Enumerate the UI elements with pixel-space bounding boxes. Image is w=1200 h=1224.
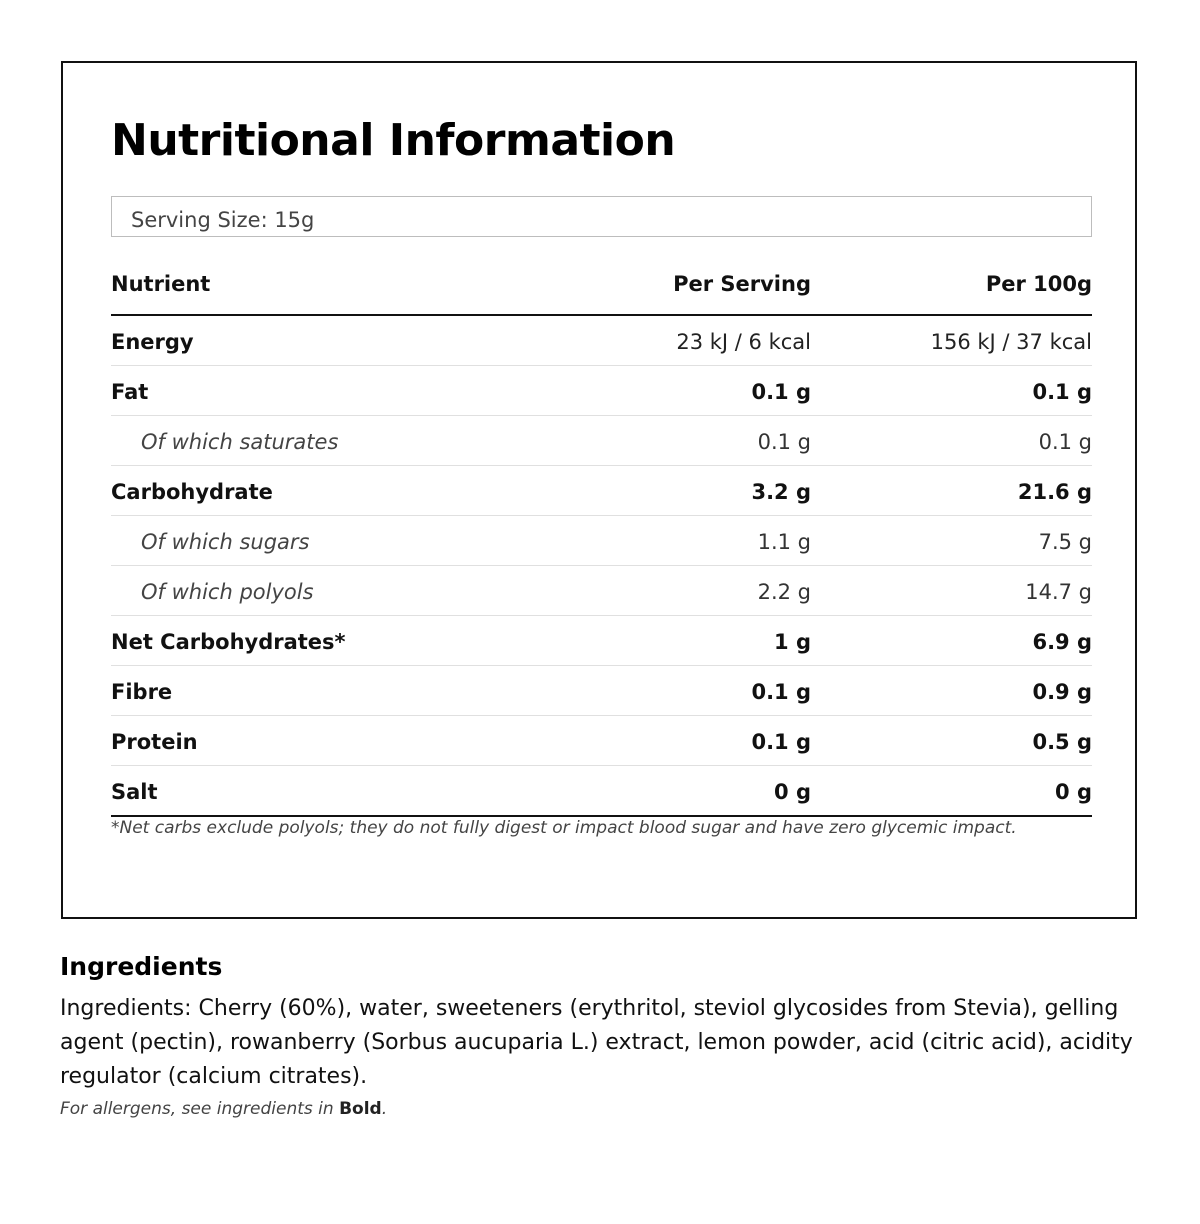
per-serving-value: 0.1 g — [531, 716, 811, 766]
table-row — [111, 566, 1092, 616]
nutrient-name: Energy — [111, 315, 531, 366]
ingredients-text: Ingredients: Cherry (60%), water, sweeteners (erythritol, steviol glycosides from Stevia), gelling agent (pectin), rowanberry (Sorbus aucuparia L.) extract, lemon powder, acid (citric acid), acidity regulator (calcium citrates). — [60, 996, 1133, 1089]
header-per-100g: Per 100g — [811, 257, 1092, 315]
allergen-bold-text: Bold — [339, 1099, 382, 1119]
nutrient-name: Salt — [111, 766, 531, 817]
serving-size-box: Serving Size: 15g — [111, 196, 1092, 237]
allergen-note-text: For allergens, see ingredients in — [60, 1099, 334, 1119]
nutrient-name: Fibre — [111, 666, 531, 716]
nutrient-name: Of which polyols — [111, 566, 531, 616]
per-100g-value: 14.7 g — [811, 566, 1092, 616]
per-100g-value: 0.1 g — [811, 366, 1092, 416]
per-serving-value: 1.1 g — [531, 516, 811, 566]
table-row — [111, 516, 1092, 566]
nutrient-name: Carbohydrate — [111, 466, 531, 516]
nutrient-name: Net Carbohydrates* — [111, 616, 531, 666]
per-100g-value: 21.6 g — [811, 466, 1092, 516]
per-100g-value: 0.5 g — [811, 716, 1092, 766]
table-row — [111, 616, 1092, 666]
header-per-serving: Per Serving — [531, 257, 811, 315]
per-serving-value: 2.2 g — [531, 566, 811, 616]
net-carbs-footnote: *Net carbs exclude polyols; they do not fully digest or impact blood sugar and have zero glycemic impact. — [111, 818, 1017, 838]
nutrient-name: Of which sugars — [111, 516, 531, 566]
table-header-row — [111, 257, 1092, 315]
per-serving-value: 0.1 g — [531, 416, 811, 466]
per-100g-value: 0.9 g — [811, 666, 1092, 716]
header-nutrient: Nutrient — [111, 257, 531, 315]
per-100g-value: 156 kJ / 37 kcal — [811, 315, 1092, 366]
per-serving-value: 3.2 g — [531, 466, 811, 516]
per-serving-value: 1 g — [531, 616, 811, 666]
table-row — [111, 466, 1092, 516]
ingredients-heading: Ingredients — [60, 952, 223, 981]
nutrient-name: Fat — [111, 366, 531, 416]
table-row — [111, 766, 1092, 817]
per-100g-value: 6.9 g — [811, 616, 1092, 666]
table-row — [111, 416, 1092, 466]
allergen-note — [60, 1099, 387, 1119]
nutrition-table — [111, 257, 1092, 817]
per-100g-value: 0 g — [811, 766, 1092, 817]
per-100g-value: 7.5 g — [811, 516, 1092, 566]
per-serving-value: 0.1 g — [531, 666, 811, 716]
page-title: Nutritional Information — [111, 115, 676, 166]
per-serving-value: 23 kJ / 6 kcal — [531, 315, 811, 366]
table-row — [111, 716, 1092, 766]
nutrition-panel — [61, 61, 1137, 919]
per-100g-value: 0.1 g — [811, 416, 1092, 466]
nutrient-name: Of which saturates — [111, 416, 531, 466]
nutrient-name: Protein — [111, 716, 531, 766]
per-serving-value: 0.1 g — [531, 366, 811, 416]
table-row — [111, 666, 1092, 716]
table-row — [111, 315, 1092, 366]
table-row — [111, 366, 1092, 416]
allergen-note-end: . — [381, 1099, 388, 1119]
per-serving-value: 0 g — [531, 766, 811, 817]
